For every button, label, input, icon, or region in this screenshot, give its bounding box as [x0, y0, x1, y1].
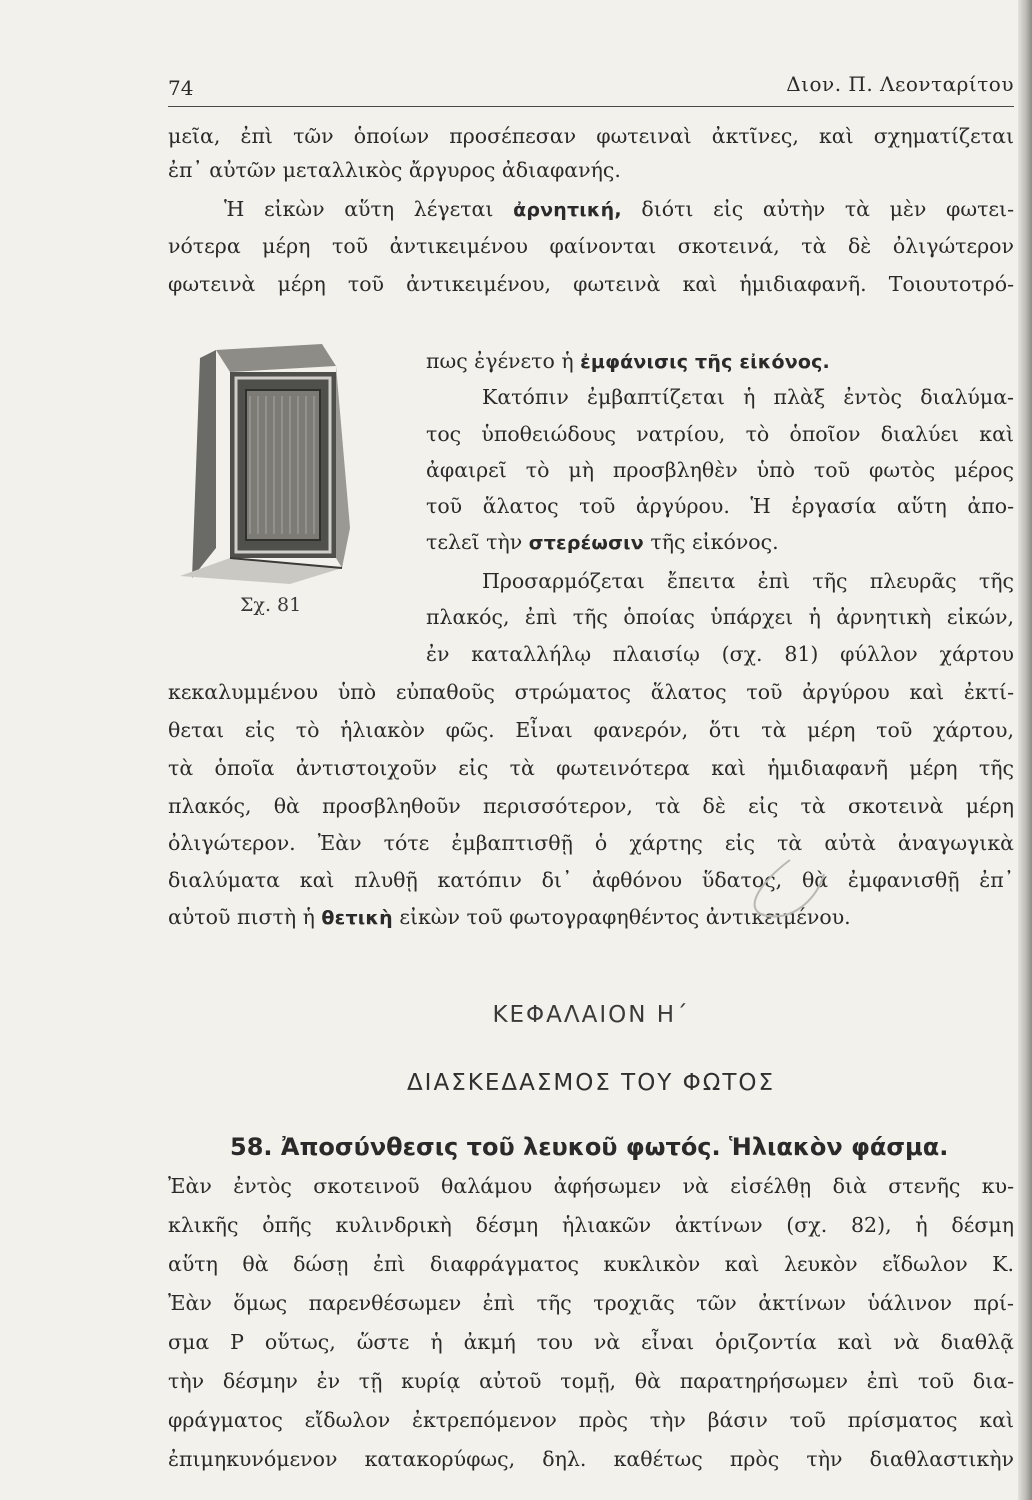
text-line: πλακός, ἐπὶ τῆς ὁποίας ὑπάρχει ἡ ἀρνητικὴ εἰκών, [426, 605, 1014, 629]
section-title: Ἀποσύνθεσις τοῦ λευκοῦ φωτός. Ἡλιακὸν φάσμα. [280, 1133, 949, 1161]
term-positive: θετικὴ [321, 907, 393, 929]
text-line: Ἐὰν ἐντὸς σκοτεινοῦ θαλάμου ἀφήσωμεν νὰ εἰσέλθῃ διὰ στενῆς κυ- [168, 1174, 1014, 1198]
term-negative: ἀρνητική, [513, 199, 622, 221]
text-line: ἐπιμηκυνόμενον κατακορύφως, δηλ. καθέτως πρὸς τὴν διαθλαστικὴν [168, 1447, 1014, 1471]
page-number: 74 [168, 76, 194, 100]
page-header [168, 72, 1014, 110]
text-line: Κατόπιν ἐμβαπτίζεται ἡ πλὰξ ἐντὸς διαλύμα- [482, 385, 1014, 409]
header-rule [168, 106, 1014, 107]
text-line: τελεῖ τὴν στερέωσιν τῆς εἰκόνος. [426, 530, 779, 554]
section-heading [230, 1133, 1020, 1161]
text-line: Προσαρμόζεται ἔπειτα ἐπὶ τῆς πλευρᾶς τῆς [482, 569, 1014, 593]
section-number: 58. [230, 1133, 273, 1161]
text-line: αὕτη θὰ δώσῃ ἐπὶ διαφράγματος κυκλικὸν καὶ λευκὸν εἴδωλον Κ. [168, 1252, 1014, 1276]
text-line: τος ὑποθειώδους νατρίου, τὸ ὁποῖον διαλύει καὶ [426, 422, 1014, 446]
text-line: πως ἐγένετο ἡ ἐμφάνισις τῆς εἰκόνος. [426, 349, 830, 373]
text-line: πλακός, θὰ προσβληθοῦν περισσότερον, τὰ δὲ εἰς τὰ σκοτεινὰ μέρη [168, 794, 1014, 818]
text-line: ὀλιγώτερον. Ἐὰν τότε ἐμβαπτισθῇ ὁ χάρτης εἰς τὰ αὐτὰ ἀναγωγικὰ [168, 831, 1014, 855]
text-line: ἐπ᾽ αὐτῶν μεταλλικὸς ἄργυρος ἀδιαφανής. [168, 158, 621, 182]
text-line: φωτεινὰ μέρη τοῦ ἀντικειμένου, φωτεινὰ καὶ ἡμιδιαφανῆ. Τοιουτοτρό- [168, 272, 1014, 296]
text-line: τὰ ὁποῖα ἀντιστοιχοῦν εἰς τὰ φωτεινότερα καὶ ἡμιδιαφανῆ μέρη τῆς [168, 756, 1014, 780]
text-line: ἀφαιρεῖ τὸ μὴ προσβληθὲν ὑπὸ τοῦ φωτὸς μέρος [426, 458, 1014, 482]
chapter-label: ΚΕΦΑΛΑΙΟΝ Η΄ [492, 1002, 690, 1028]
text-line: φράγματος εἴδωλον ἐκτρεπόμενον πρὸς τὴν βάσιν τοῦ πρίσματος καὶ [168, 1408, 1014, 1432]
page-edge-shadow [1018, 0, 1032, 1500]
text-line: μεῖα, ἐπὶ τῶν ὁποίων προσέπεσαν φωτειναὶ ἀκτῖνες, καὶ σχηματίζεται [168, 124, 1014, 148]
text-line: θεται εἰς τὸ ἡλιακὸν φῶς. Εἶναι φανερόν, ὅτι τὰ μέρη τοῦ χάρτου, [168, 718, 1014, 742]
chapter-title: ΔΙΑΣΚΕΔΑΣΜΟΣ ΤΟΥ ΦΩΤΟΣ [406, 1070, 776, 1096]
figure-caption: Σχ. 81 [240, 594, 302, 616]
text-line: νότερα μέρη τοῦ ἀντικειμένου φαίνονται σκοτεινά, τὰ δὲ ὀλιγώτερον [168, 234, 1014, 258]
term-development: ἐμφάνισις τῆς εἰκόνος. [580, 351, 830, 373]
text-line: τὴν δέσμην ἐν τῇ κυρίᾳ αὐτοῦ τομῇ, θὰ παρατηρήσωμεν ἐπὶ τοῦ δια- [168, 1369, 1014, 1393]
figure-81 [170, 338, 416, 620]
text-line: σμα Ρ οὕτως, ὥστε ἡ ἀκμή του νὰ εἶναι ὁριζοντία καὶ νὰ διαθλᾷ [168, 1330, 1014, 1354]
pen-mark-icon [720, 852, 860, 922]
text-line: κεκαλυμμένου ὑπὸ εὐπαθοῦς στρώματος ἅλατος τοῦ ἀργύρου καὶ ἐκτί- [168, 680, 1014, 704]
text-line: Ἡ εἰκὼν αὕτη λέγεται ἀρνητική, διότι εἰς αὐτὴν τὰ μὲν φωτει- [224, 197, 1014, 221]
text-line: κλικῆς ὀπῆς κυλινδρικὴ δέσμη ἡλιακῶν ἀκτίνων (σχ. 82), ἡ δέσμη [168, 1213, 1014, 1237]
text-line: Ἐὰν ὅμως παρενθέσωμεν ἐπὶ τῆς τροχιᾶς τῶν ἀκτίνων ὑάλινον πρί- [168, 1291, 1014, 1315]
text-line: διαλύματα καὶ πλυθῇ κατόπιν δι᾽ ἀφθόνου ὕδατος, θὰ ἐμφανισθῇ ἐπ᾽ [168, 868, 1014, 892]
text-line: τοῦ ἅλατος τοῦ ἀργύρου. Ἡ ἐργασία αὕτη ἀπο- [426, 494, 1014, 518]
text-line: ἐν καταλλήλῳ πλαισίῳ (σχ. 81) φύλλον χάρτου [426, 642, 1014, 666]
text-line: αὐτοῦ πιστὴ ἡ θετικὴ εἰκὼν τοῦ φωτογραφηθέντος ἀντικειμένου. [168, 905, 851, 929]
photo-printing-frame-icon [170, 338, 370, 588]
running-head: Διον. Π. Λεονταρίτου [786, 72, 1014, 96]
term-fixing: στερέωσιν [528, 532, 644, 554]
